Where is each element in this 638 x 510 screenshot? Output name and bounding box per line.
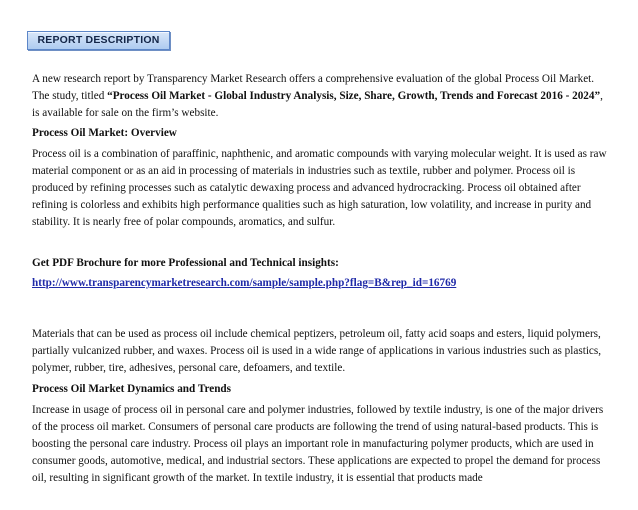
report-title: “Process Oil Market - Global Industry Analysis, Size, Share, Growth, Trends and Forecast 2016 - 2024” [107,90,601,102]
pdf-brochure-heading: Get PDF Brochure for more Professional and Technical insights: [32,257,339,269]
intro-paragraph [32,71,610,122]
intro-text-start: A new research report by Transparency Market Research offers a comprehensive evaluation of the global Process Oil Market. The study, titled [32,73,595,102]
section-spacer [32,235,610,255]
intro-text-end: , is available for sale on the firm’s website. [32,90,603,119]
dynamics-paragraph: Increase in usage of process oil in personal care and polymer industries, followed by textile industry, is one of the major drivers of the process oil market. Consumers of personal care products are following the trend of using natural-based products. This is boosting the personal care industry. Process oil plays an important role in manufacturing polymer products, which are used in consumer goods, automotive, medical, and industrial sectors. These applications are expected to propel the demand for process oil, resulting in significant growth of the market. In textile industry, it is essential that products made [32,404,604,484]
overview-paragraph: Process oil is a combination of paraffinic, naphthenic, and aromatic compounds with varying molecular weight. It is used as raw material component or as an aid in processing of materials in industries such as textile, rubber and polymer. Process oil is produced by refining processes such as catalytic dewaxing process and advanced hydrocracking. Process oil obtained after refining is colorless and exhibits high performance qualities such as high saturation, low volatility, and increase in purity and stability. It is nearly free of polar compounds, aromatics, and sulfur. [32,148,607,228]
report-content [32,71,610,491]
report-description-button[interactable]: REPORT DESCRIPTION [27,31,170,50]
overview-heading: Process Oil Market: Overview [32,127,177,139]
dynamics-heading: Process Oil Market Dynamics and Trends [32,383,231,395]
pdf-sample-link[interactable]: http://www.transparencymarketresearch.com/sample/sample.php?flag=B&rep_id=16769 [32,277,457,289]
materials-paragraph: Materials that can be used as process oil include chemical peptizers, petroleum oil, fatty acid soaps and esters, liquid polymers, partially vulcanized rubber, and waxes. Process oil is used in a wide range of applications in various industries such as plastics, polymer, rubber, tire, adhesives, personal care, defoamers, and textile. [32,328,602,374]
